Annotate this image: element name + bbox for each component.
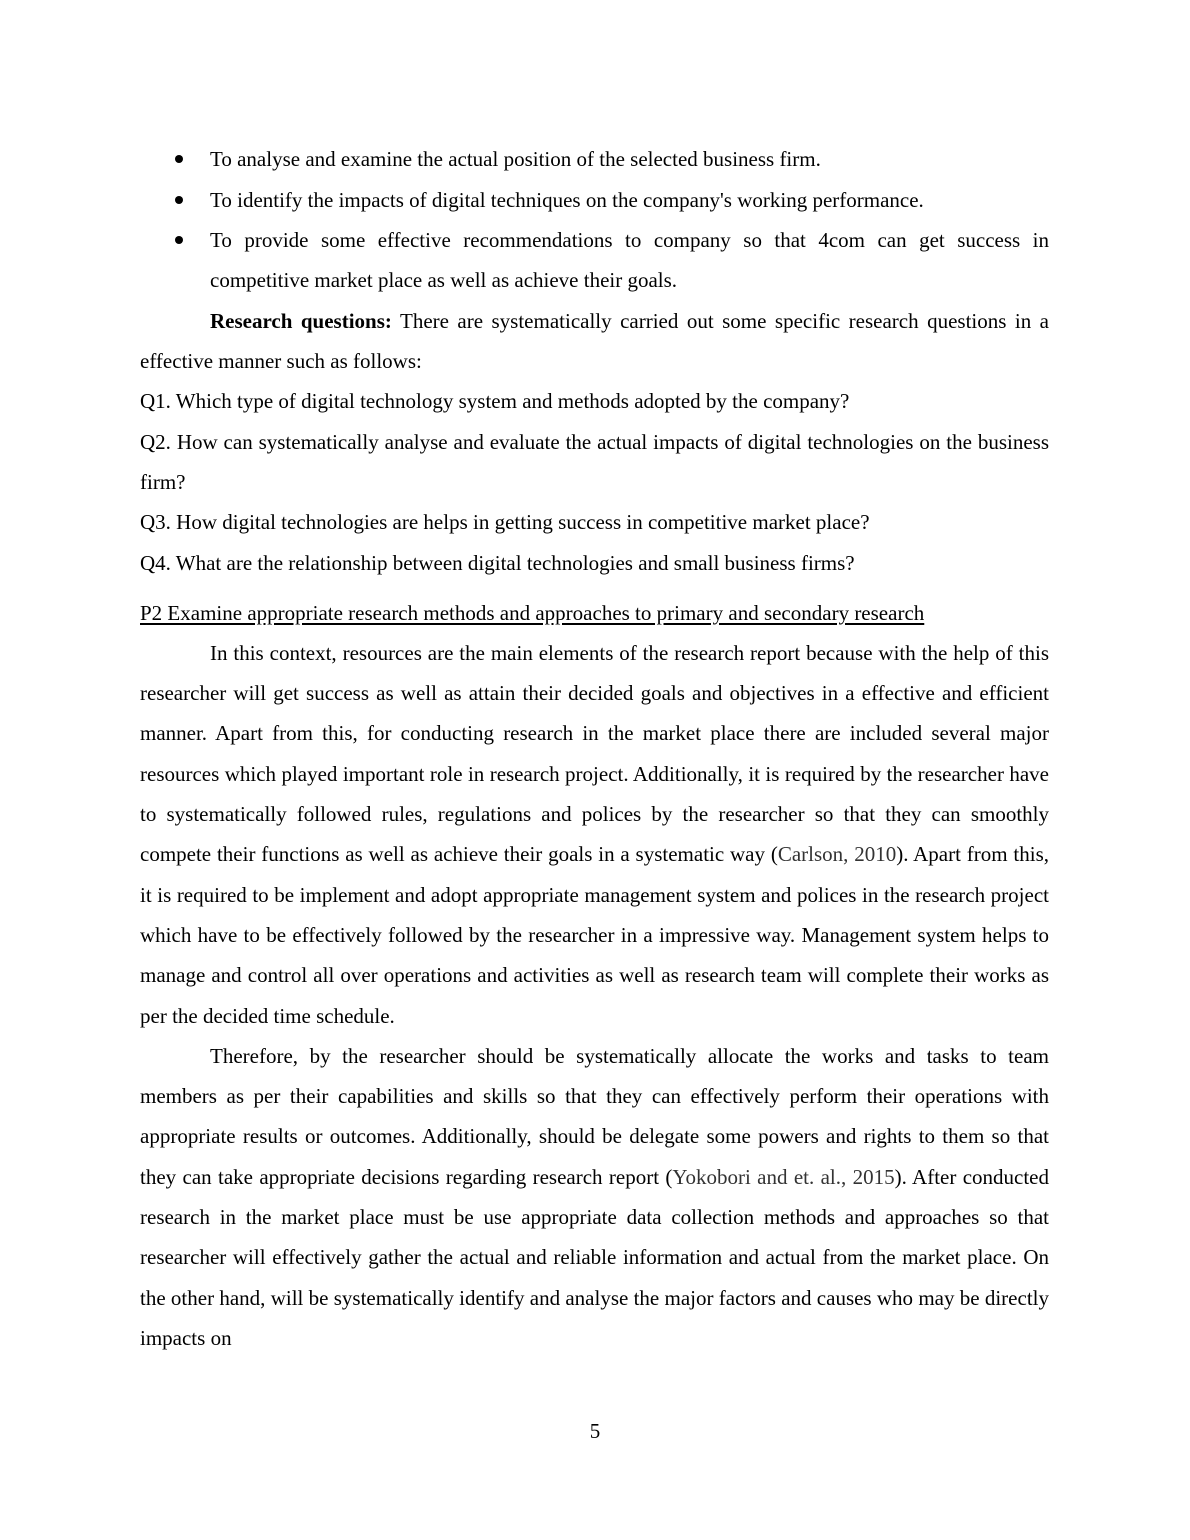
objective-item-3 <box>140 220 1049 300</box>
objective-item-2 <box>140 180 1049 220</box>
bullet-icon <box>175 196 183 204</box>
objective-text-1: To analyse and examine the actual position of the selected business firm. <box>210 147 821 171</box>
section-heading: P2 Examine appropriate research methods and approaches to primary and secondary research <box>140 600 925 625</box>
bullet-icon <box>175 236 183 244</box>
objectives-list <box>140 139 1049 300</box>
research-questions-label: Research questions: <box>210 308 392 333</box>
paragraph-1-text-a: In this context, resources are the main elements of the research report because with the help of this researcher will get success as well as attain their decided goals and objectives in a effective and efficient manner. Apart from this, for conducting research in the market place there are included several major resources which played important role in research project. Additionally, it is required by the researcher have to systematically followed rules, regulations and polices by the researcher so that they can smoothly compete their functions as well as achieve their goals in a systematic way ( <box>140 640 1049 867</box>
citation-yokobori: Yokobori and et. al., 2015 <box>672 1164 895 1189</box>
paragraph-resources <box>140 633 1049 1036</box>
page-number: 5 <box>589 1419 601 1443</box>
paragraph-2-text-b: ). After conducted research in the market place must be use appropriate data collection methods and approaches so that researcher will effectively gather the actual and reliable information and actual from the market place. On the other hand, will be systematically identify and analyse the major factors and causes who may be directly impacts on <box>140 1164 1049 1350</box>
bullet-icon <box>175 155 183 163</box>
objective-text-3: To provide some effective recommendations to company so that 4com can get success in competitive market place as well as achieve their goals. <box>210 228 1049 293</box>
paragraph-1-text-b: ). Apart from this, it is required to be implement and adopt appropriate management system and polices in the research project which have to be effectively followed by the researcher in a impressive way. Management system helps to manage and control all over operations and activities as well as research team will complete their works as per the decided time schedule. <box>140 842 1050 1028</box>
research-questions-intro <box>140 301 1049 382</box>
paragraph-2-text-a: Therefore, by the researcher should be systematically allocate the works and tasks to team members as per their capabilities and skills so that they can effectively perform their operations with appropriate results or outcomes. Additionally, should be delegate some powers and rights to them so that they can take appropriate decisions regarding research report ( <box>140 1043 1049 1189</box>
question-1: Q1. Which type of digital technology system and methods adopted by the company? <box>140 389 850 414</box>
question-4: Q4. What are the relationship between digital technologies and small business firms? <box>140 550 855 575</box>
objective-item-1 <box>140 139 1049 179</box>
citation-carlson: Carlson, 2010 <box>777 842 897 867</box>
objective-text-2: To identify the impacts of digital techniques on the company's working performance. <box>210 187 924 212</box>
research-questions-text: There are systematically carried out some specific research questions in a effective manner such as follows: <box>140 308 1049 374</box>
paragraph-allocation <box>140 1036 1049 1358</box>
question-3: Q3. How digital technologies are helps in getting success in competitive market place? <box>140 510 870 535</box>
question-2: Q2. How can systematically analyse and evaluate the actual impacts of digital technologies on the business firm? <box>140 429 1049 494</box>
page-content <box>140 139 1049 1358</box>
